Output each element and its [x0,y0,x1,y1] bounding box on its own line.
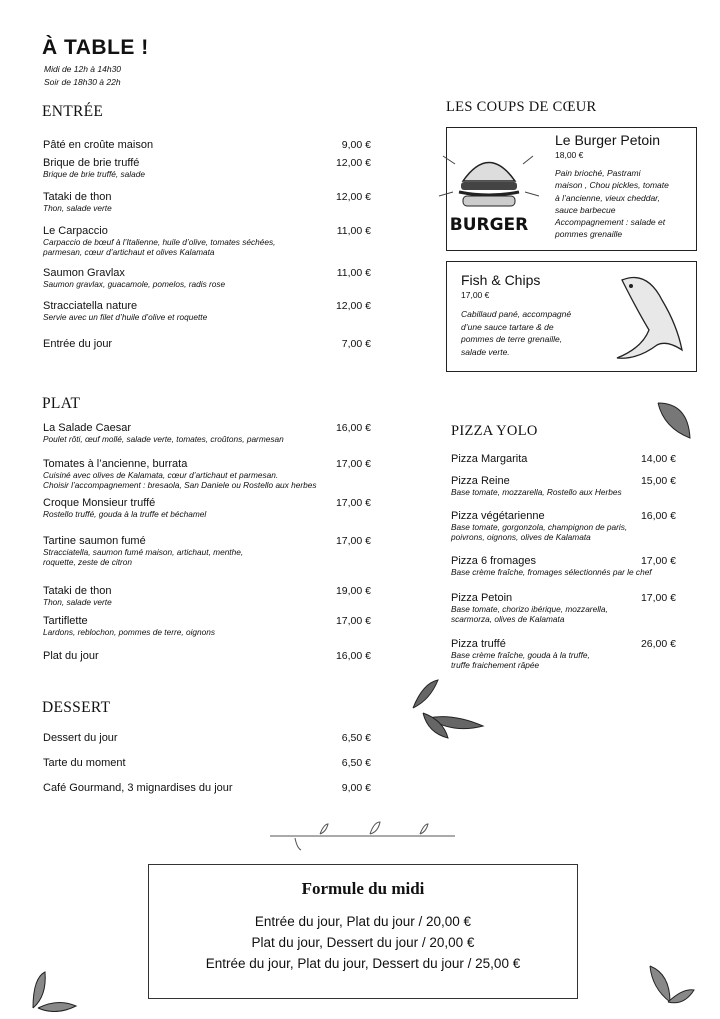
dessert-item [43,757,371,770]
item-name: Stracciatella nature [43,300,138,312]
pizza-item [451,555,676,578]
entree-item [43,267,371,290]
leaf-icon [656,398,696,440]
item-price: 17,00 € [640,592,676,604]
item-name: Pizza Reine [451,475,510,487]
item-description: Cuisiné avec olives de Kalamata, cœur d’artichaut et parmesan. Choisir l’accompagnement : bresaola, San Daniele ou Rostello aux herbes [43,470,317,490]
burger-illustration-icon [433,136,545,236]
item-price: 11,00 € [336,267,371,279]
hours-lunch: Midi de 12h à 14h30 [44,64,122,74]
branch-divider-icon [270,816,455,856]
item-price: 17,00 € [335,535,371,547]
pizza-item [451,475,676,498]
item-price: 17,00 € [335,497,371,509]
plat-item [43,458,371,490]
item-description: Servie avec un filet d’huile d’olive et roquette [43,312,208,322]
burger-price: 18,00 € [555,150,584,160]
item-name: Croque Monsieur truffé [43,497,156,509]
item-price: 9,00 € [341,139,371,151]
item-price: 17,00 € [640,555,676,567]
item-price: 9,00 € [341,782,371,794]
item-name: Entrée du jour [43,338,113,350]
item-name: Tartiflette [43,615,88,627]
fish-illustration-icon [607,270,692,365]
item-price: 14,00 € [640,453,676,465]
plat-item [43,585,371,608]
item-name: Tarte du moment [43,757,126,769]
fish-desc: Cabillaud pané, accompagné d’une sauce tartare & de pommes de terre grenaille, salade verte. [461,309,572,357]
item-name: Pizza truffé [451,638,506,650]
item-description: Stracciatella, saumon fumé maison, artichaut, menthe, roquette, zeste de citron [43,547,244,567]
entree-heading: ENTRÉE [42,103,104,120]
hours-dinner: Soir de 18h30 à 22h [44,77,121,87]
item-name: Le Carpaccio [43,225,108,237]
item-name: Tataki de thon [43,585,112,597]
entree-item [43,139,371,152]
item-price: 15,00 € [640,475,676,487]
plat-item [43,615,371,638]
leaf-sprig-icon [408,678,488,740]
plat-item [43,650,371,663]
pizza-item [451,453,676,466]
fish-name: Fish & Chips [461,272,541,288]
leaf-sprig-icon [28,968,80,1012]
formule-title: Formule du midi [301,879,425,898]
pizza-item [451,510,676,542]
plat-item [43,535,371,567]
leaf-sprig-icon [642,962,698,1010]
pizza-heading: PIZZA YOLO [451,423,538,439]
item-name: Pizza 6 fromages [451,555,536,567]
item-description: Saumon gravlax, guacamole, pomelos, radis rose [43,279,226,289]
item-name: Pizza végétarienne [451,510,545,522]
item-name: Tataki de thon [43,191,112,203]
burger-desc: Pain brioché, Pastrami maison , Chou pickles, tomate à l’ancienne, vieux cheddar, sauce barbecue Accompagnement : salade et pommes grenaille [555,168,669,240]
plat-item [43,497,371,520]
entree-item [43,225,371,257]
item-name: Pâté en croûte maison [43,139,154,151]
dessert-item [43,782,371,795]
entree-item [43,300,371,323]
item-description: Poulet rôti, œuf mollé, salade verte, tomates, croûtons, parmesan [43,434,284,444]
formule-line: Entrée du jour, Plat du jour, Dessert du jour / 25,00 € [205,956,521,971]
item-price: 12,00 € [335,157,371,169]
item-name: Saumon Gravlax [43,267,125,279]
formule-box [148,864,578,999]
item-name: La Salade Caesar [43,422,132,434]
item-price: 11,00 € [336,225,371,237]
item-description: Thon, salade verte [43,597,112,607]
item-price: 17,00 € [335,458,371,470]
coups-heading: LES COUPS DE CŒUR [446,99,597,115]
item-description: Carpaccio de bœuf à l’Italienne, huile d’olive, tomates séchées, parmesan, cœur d’artichaut et olives Kalamata [43,237,276,257]
item-description: Rostello truffé, gouda à la truffe et béchamel [43,509,207,519]
page-title: À TABLE ! [42,36,149,59]
item-description: Base crème fraîche, fromages sélectionnés par le chef [451,567,652,577]
pizza-item [451,638,676,670]
item-name: Tartine saumon fumé [43,535,146,547]
item-name: Café Gourmand, 3 mignardises du jour [43,782,233,794]
item-price: 16,00 € [640,510,676,522]
plat-heading: PLAT [42,395,81,412]
item-name: Pizza Margarita [451,453,528,465]
item-price: 12,00 € [335,191,371,203]
item-price: 12,00 € [335,300,371,312]
item-description: Base tomate, chorizo ibérique, mozzarella, scarmorza, olives de Kalamata [451,604,608,624]
item-description: Base tomate, gorgonzola, champignon de paris, poivrons, oignons, olives de Kalamata [451,522,628,542]
item-price: 17,00 € [335,615,371,627]
item-description: Thon, salade verte [43,203,112,213]
burger-name: Le Burger Petoin [555,132,661,148]
item-price: 16,00 € [335,422,371,434]
formule-line: Entrée du jour, Plat du jour / 20,00 € [254,914,472,929]
fish-card [446,261,697,372]
dessert-item [43,732,371,745]
dessert-heading: DESSERT [42,699,111,716]
formule-line: Plat du jour, Dessert du jour / 20,00 € [251,935,475,950]
burger-card [446,127,697,251]
item-name: Brique de brie truffé [43,157,140,169]
entree-item [43,157,371,180]
item-price: 19,00 € [335,585,371,597]
item-price: 6,50 € [341,732,371,744]
item-description: Lardons, reblochon, pommes de terre, oignons [43,627,216,637]
item-description: Base tomate, mozzarella, Rostello aux Herbes [451,487,622,497]
fish-price: 17,00 € [461,290,490,300]
plat-item [43,422,371,445]
entree-item [43,191,371,214]
item-description: Brique de brie truffé, salade [43,169,145,179]
item-name: Dessert du jour [43,732,118,744]
svg-text:BURGER: BURGER [449,215,529,235]
pizza-item [451,592,676,624]
item-price: 7,00 € [341,338,371,350]
item-price: 26,00 € [640,638,676,650]
item-description: Base crème fraîche, gouda à la truffe, truffe fraichement râpée [451,650,590,670]
item-name: Tomates à l’ancienne, burrata [43,458,188,470]
item-price: 16,00 € [335,650,371,662]
item-name: Plat du jour [43,650,99,662]
item-name: Pizza Petoin [451,592,513,604]
entree-item [43,338,371,351]
item-price: 6,50 € [341,757,371,769]
